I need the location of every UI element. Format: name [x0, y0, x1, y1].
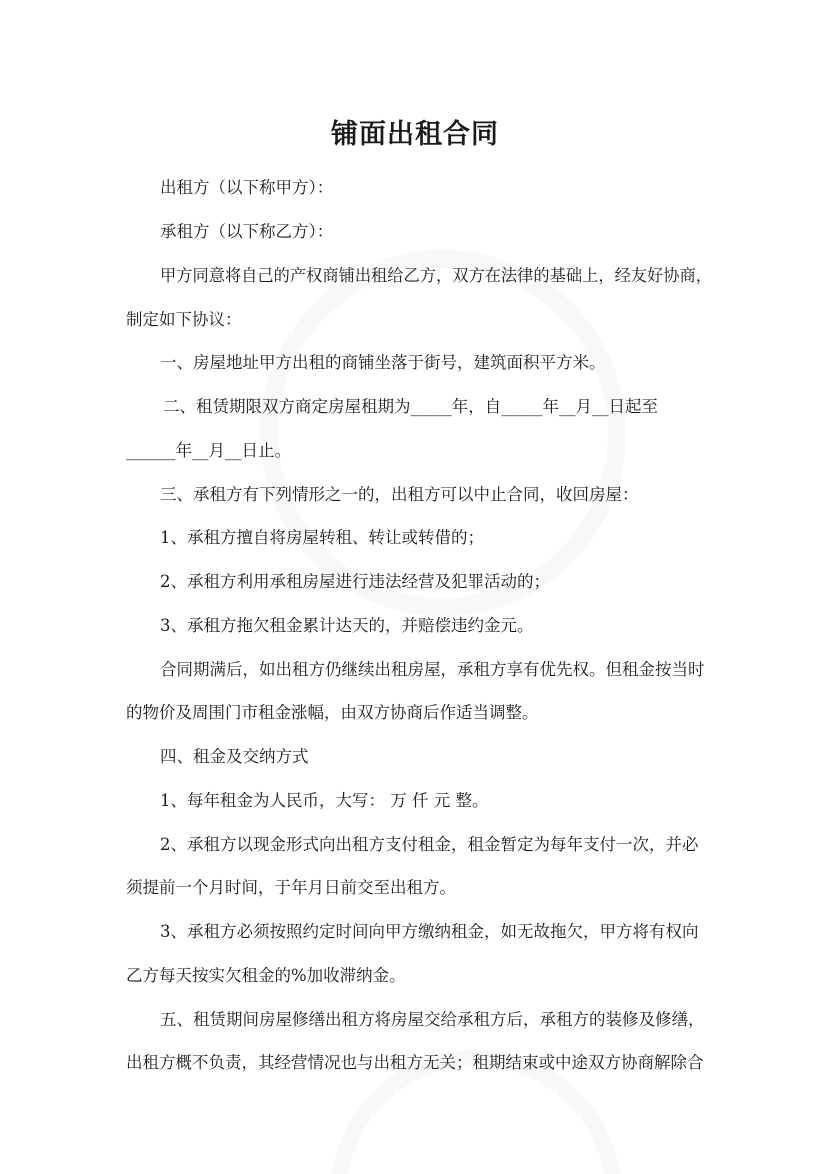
- clause-4-heading: 四、租金及交纳方式: [160, 747, 309, 766]
- clause-5-line-2: 出租方概不负责，其经营情况也与出租方无关；租期结束或中途双方协商解除合: [126, 1053, 704, 1072]
- clause-4-item-1: 1、每年租金为人民币，大写： 万 仟 元 整。: [160, 791, 489, 810]
- clause-3-item-3: 3、承租方拖欠租金累计达天的，并赔偿违约金元。: [160, 616, 534, 635]
- clause-3-item-1: 1、承租方擅自将房屋转租、转让或转借的；: [160, 528, 484, 547]
- preamble-line-1: 甲方同意将自己的产权商铺出租给乙方，双方在法律的基础上，经友好协商，: [160, 266, 712, 285]
- clause-1-address: 一、房屋地址甲方出租的商铺坐落于街号，建筑面积平方米。: [160, 353, 606, 372]
- clause-4-item-3-line-1: 3、承租方必须按照约定时间向甲方缴纳租金，如无故拖欠，甲方将有权向: [160, 922, 699, 941]
- lessee-line: 承租方（以下称乙方）：: [160, 222, 334, 241]
- document-title: 铺面出租合同: [331, 119, 499, 150]
- clause-4-item-3-line-2: 乙方每天按实欠租金的%加收滞纳金。: [126, 966, 406, 985]
- watermark: [188, 178, 698, 688]
- clause-4-item-2-line-1: 2、承租方以现金形式向出租方支付租金，租金暂定为每年支付一次，并必: [160, 835, 699, 854]
- clause-2-term-line-1: 二、租赁期限双方商定房屋租期为_____年，自_____年__月__日起至: [163, 397, 658, 416]
- clause-4-item-2-line-2: 须提前一个月时间，于年月日前交至出租方。: [126, 878, 456, 897]
- renewal-line-1: 合同期满后，如出租方仍继续出租房屋，承租方享有优先权。但租金按当时: [160, 660, 705, 679]
- preamble-line-2: 制定如下协议：: [126, 310, 242, 329]
- clause-5-line-1: 五、租赁期间房屋修缮出租方将房屋交给承租方后，承租方的装修及修缮，: [160, 1010, 705, 1029]
- clause-2-term-line-2: ______年__月__日止。: [126, 441, 291, 460]
- clause-3-item-2: 2、承租方利用承租房屋进行违法经营及犯罪活动的；: [160, 572, 550, 591]
- clause-3-heading: 三、承租方有下列情形之一的，出租方可以中止合同，收回房屋：: [160, 485, 639, 504]
- renewal-line-2: 的物价及周围门市租金涨幅，由双方协商后作适当调整。: [126, 703, 539, 722]
- lessor-line: 出租方（以下称甲方）：: [160, 178, 334, 197]
